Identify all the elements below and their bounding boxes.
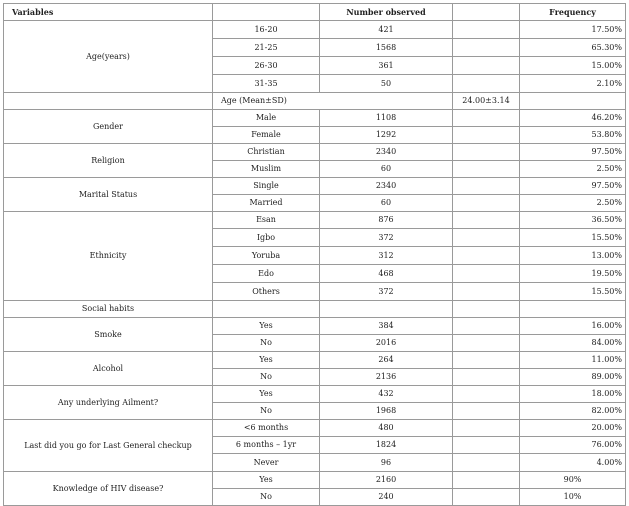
- frequency-cell: 65.30%: [520, 39, 626, 57]
- category-cell: Esan: [213, 212, 320, 229]
- blank-cell: [520, 301, 626, 318]
- frequency-cell: 15.50%: [520, 283, 626, 301]
- blank-cell: [520, 93, 626, 110]
- count-cell: 421: [320, 21, 453, 39]
- variable-cell: Religion: [4, 144, 213, 178]
- blank-cell: [453, 472, 520, 489]
- variable-cell: Last did you go for Last General checkup: [4, 420, 213, 472]
- blank-cell: [453, 195, 520, 212]
- count-cell: 876: [320, 212, 453, 229]
- frequency-cell: 2.50%: [520, 161, 626, 178]
- category-cell: Never: [213, 454, 320, 472]
- count-cell: 1824: [320, 437, 453, 454]
- frequency-cell: 18.00%: [520, 386, 626, 403]
- category-cell: Yes: [213, 472, 320, 489]
- blank-cell: [453, 489, 520, 506]
- count-cell: 2340: [320, 178, 453, 195]
- count-cell: 50: [320, 75, 453, 93]
- blank-cell: [453, 127, 520, 144]
- age-mean-row: [4, 93, 626, 110]
- category-cell: Female: [213, 127, 320, 144]
- count-cell: 312: [320, 247, 453, 265]
- count-cell: 264: [320, 352, 453, 369]
- frequency-cell: 20.00%: [520, 420, 626, 437]
- count-cell: 372: [320, 283, 453, 301]
- frequency-cell: 53.80%: [520, 127, 626, 144]
- category-cell: Male: [213, 110, 320, 127]
- blank-cell: [453, 335, 520, 352]
- blank-cell: [453, 212, 520, 229]
- category-cell: Yes: [213, 318, 320, 335]
- blank-cell: [453, 144, 520, 161]
- blank-cell: [213, 301, 320, 318]
- frequency-cell: 10%: [520, 489, 626, 506]
- count-cell: 384: [320, 318, 453, 335]
- category-cell: No: [213, 369, 320, 386]
- category-cell: Married: [213, 195, 320, 212]
- variable-cell: Smoke: [4, 318, 213, 352]
- count-cell: 1292: [320, 127, 453, 144]
- age-mean-value: 24.00±3.14: [453, 93, 520, 110]
- category-cell: Others: [213, 283, 320, 301]
- count-cell: 432: [320, 386, 453, 403]
- category-cell: 21-25: [213, 39, 320, 57]
- table-row: [4, 318, 626, 335]
- social-habits-row: [4, 301, 626, 318]
- blank-cell: [453, 75, 520, 93]
- frequency-cell: 17.50%: [520, 21, 626, 39]
- variable-cell: Ethnicity: [4, 212, 213, 301]
- category-cell: Yes: [213, 386, 320, 403]
- blank-cell: [453, 369, 520, 386]
- table-row: [4, 420, 626, 437]
- header-blank: [453, 4, 520, 21]
- frequency-cell: 13.00%: [520, 247, 626, 265]
- category-cell: Christian: [213, 144, 320, 161]
- category-cell: No: [213, 403, 320, 420]
- category-cell: 16-20: [213, 21, 320, 39]
- blank-cell: [453, 352, 520, 369]
- table-row: [4, 144, 626, 161]
- frequency-cell: 15.50%: [520, 229, 626, 247]
- count-cell: 96: [320, 454, 453, 472]
- blank-cell: [453, 229, 520, 247]
- blank-cell: [4, 93, 213, 110]
- blank-cell: [453, 283, 520, 301]
- count-cell: 2016: [320, 335, 453, 352]
- frequency-cell: 46.20%: [520, 110, 626, 127]
- frequency-cell: 84.00%: [520, 335, 626, 352]
- age-mean-label: Age (Mean±SD): [213, 93, 453, 110]
- category-cell: 26-30: [213, 57, 320, 75]
- frequency-cell: 76.00%: [520, 437, 626, 454]
- table-row: [4, 21, 626, 39]
- frequency-cell: 82.00%: [520, 403, 626, 420]
- frequency-cell: 97.50%: [520, 144, 626, 161]
- table-row: [4, 472, 626, 489]
- blank-cell: [320, 301, 453, 318]
- blank-cell: [453, 386, 520, 403]
- table-row: [4, 110, 626, 127]
- category-cell: Yoruba: [213, 247, 320, 265]
- category-cell: No: [213, 489, 320, 506]
- blank-cell: [453, 265, 520, 283]
- table-row: [4, 212, 626, 229]
- table-row: [4, 386, 626, 403]
- demographics-table: [3, 3, 626, 506]
- table-row: [4, 178, 626, 195]
- blank-cell: [453, 178, 520, 195]
- header-variables: Variables: [4, 4, 213, 21]
- blank-cell: [453, 39, 520, 57]
- category-cell: Igbo: [213, 229, 320, 247]
- header-category: [213, 4, 320, 21]
- blank-cell: [453, 318, 520, 335]
- category-cell: No: [213, 335, 320, 352]
- frequency-cell: 90%: [520, 472, 626, 489]
- frequency-cell: 11.00%: [520, 352, 626, 369]
- variable-cell: Gender: [4, 110, 213, 144]
- count-cell: 2160: [320, 472, 453, 489]
- frequency-cell: 2.10%: [520, 75, 626, 93]
- category-cell: Edo: [213, 265, 320, 283]
- table-row: [4, 352, 626, 369]
- frequency-cell: 4.00%: [520, 454, 626, 472]
- blank-cell: [453, 403, 520, 420]
- count-cell: 240: [320, 489, 453, 506]
- variable-cell: Alcohol: [4, 352, 213, 386]
- blank-cell: [453, 57, 520, 75]
- frequency-cell: 2.50%: [520, 195, 626, 212]
- count-cell: 361: [320, 57, 453, 75]
- category-cell: 6 months – 1yr: [213, 437, 320, 454]
- frequency-cell: 36.50%: [520, 212, 626, 229]
- category-cell: Yes: [213, 352, 320, 369]
- frequency-cell: 97.50%: [520, 178, 626, 195]
- blank-cell: [453, 247, 520, 265]
- variable-cell: Age(years): [4, 21, 213, 93]
- category-cell: Single: [213, 178, 320, 195]
- frequency-cell: 89.00%: [520, 369, 626, 386]
- count-cell: 2340: [320, 144, 453, 161]
- category-cell: 31-35: [213, 75, 320, 93]
- blank-cell: [453, 420, 520, 437]
- count-cell: 60: [320, 195, 453, 212]
- count-cell: 1568: [320, 39, 453, 57]
- count-cell: 2136: [320, 369, 453, 386]
- variable-cell: Any underlying Ailment?: [4, 386, 213, 420]
- variable-cell: Marital Status: [4, 178, 213, 212]
- frequency-cell: 15.00%: [520, 57, 626, 75]
- blank-cell: [453, 301, 520, 318]
- header-frequency: Frequency: [520, 4, 626, 21]
- count-cell: 60: [320, 161, 453, 178]
- header-number-observed: Number observed: [320, 4, 453, 21]
- count-cell: 468: [320, 265, 453, 283]
- count-cell: 1968: [320, 403, 453, 420]
- header-row: [4, 4, 626, 21]
- blank-cell: [453, 21, 520, 39]
- blank-cell: [453, 110, 520, 127]
- frequency-cell: 16.00%: [520, 318, 626, 335]
- blank-cell: [453, 161, 520, 178]
- frequency-cell: 19.50%: [520, 265, 626, 283]
- category-cell: <6 months: [213, 420, 320, 437]
- count-cell: 480: [320, 420, 453, 437]
- social-habits-label: Social habits: [4, 301, 213, 318]
- count-cell: 372: [320, 229, 453, 247]
- count-cell: 1108: [320, 110, 453, 127]
- blank-cell: [453, 454, 520, 472]
- blank-cell: [453, 437, 520, 454]
- variable-cell: Knowledge of HIV disease?: [4, 472, 213, 506]
- category-cell: Muslim: [213, 161, 320, 178]
